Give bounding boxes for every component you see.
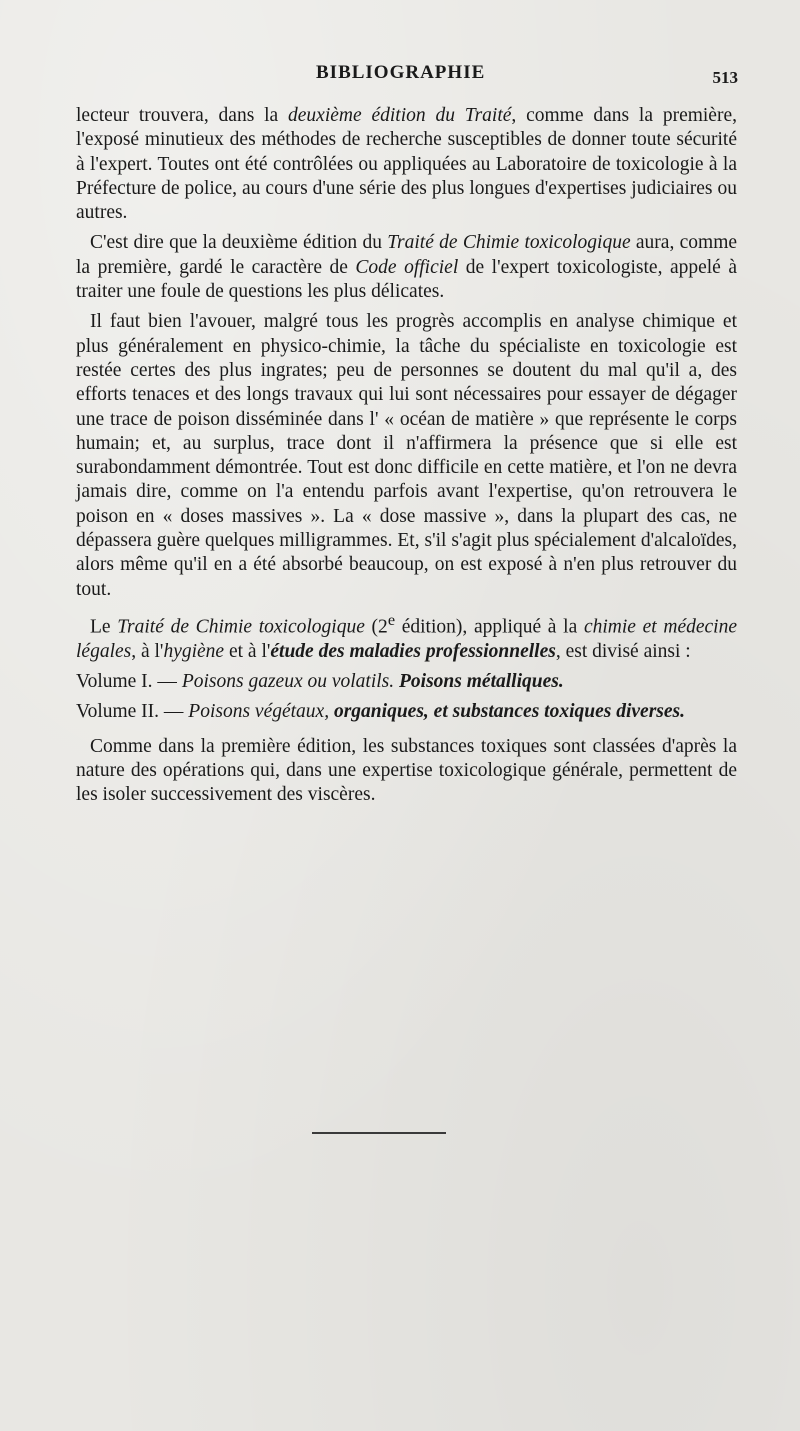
page-number: 513: [712, 68, 738, 87]
text-run: , comme dans la première, l'exposé minutieux des méthodes de recherche susceptibles de donner toute sécurité à l'expert. Toutes ont été contrôlées ou appliquées au Laboratoire de toxicologie à la Préfecture de police, au cours d'une série des plus longues d'expertises judiciaires ou autres.: [76, 105, 737, 224]
volume-2-entry: [76, 700, 737, 724]
text-run: Il faut bien l'avouer, malgré tous les progrès accomplis en analyse chimique et plus généralement en physico-chimie, la tâche du spécialiste en toxicologie est restée certes des plus ingrates; peu de personnes se doutent du mal qu'il a, des efforts tenaces et des longs travaux qui lui sont nécessaires pour essayer de dégager une trace de poison disséminée dans l' « océan de matière » que représente le corps humain; et, au surplus, trace dont il n'affirmera la présence que si elle est surabondamment démontrée. Tout est donc difficile en cette matière, et l'on ne devra jamais dire, comme on l'a entendu parfois avant l'expertise, qu'on retrouvera le poison en « doses massives ». La « dose massive », dans la plupart des cas, ne dépassera guère quelques milligrammes. Et, s'il s'agit plus spécialement d'alcaloïdes, alors même qu'il en a été absorbé beaucoup, on est exposé à n'en plus retrouver du tout.: [76, 311, 737, 600]
paragraph-1: [76, 104, 737, 225]
text-run-italic: Traité de Chimie toxicologique: [117, 616, 365, 638]
text-run: et à l': [224, 640, 271, 662]
text-run: de l'expert toxicologiste, appelé à traiter une foule de questions les plus délicates.: [76, 256, 738, 303]
paragraph-2: [76, 231, 737, 304]
text-run-italic: Poisons végétaux,: [188, 701, 334, 723]
paragraph-4: [76, 608, 737, 664]
text-run-italic: Code officiel: [355, 256, 459, 278]
text-run: lecteur trouvera, dans la: [76, 105, 289, 126]
paragraph-5: [76, 735, 737, 808]
text-run-italic: hygiène: [163, 640, 225, 662]
text-run: Comme dans la première édition, les substances toxiques sont classées d'après la nature des opérations qui, dans une expertise toxicologique générale, permettent de les isoler successivement des viscères.: [76, 735, 737, 806]
text-run-italic: chimie et médecine légales: [76, 616, 738, 662]
volume-1-entry: [76, 670, 737, 694]
text-run-bold-italic: organiques, et substances toxiques diverses.: [333, 701, 685, 723]
paragraph-3: [76, 310, 737, 602]
running-title: BIBLIOGRAPHIE: [316, 62, 486, 83]
running-head: [76, 62, 738, 88]
text-run: , à l': [131, 640, 164, 662]
text-run-bold-italic: étude des maladies professionnelles: [270, 640, 556, 662]
text-run-italic: Poisons gazeux ou volatils.: [181, 671, 400, 693]
text-run: C'est dire que la deuxième édition du: [90, 232, 388, 254]
superscript: e: [387, 610, 396, 629]
text-run: aura, comme la première, gardé le caractère de: [76, 232, 738, 278]
text-run-italic: deuxième édition du Traité: [288, 105, 512, 126]
end-rule: [312, 1132, 446, 1134]
body-text: [76, 104, 737, 814]
text-run-italic: Traité de Chimie toxicologique: [387, 232, 631, 254]
text-run: Le: [90, 616, 118, 638]
volume-label: Volume II. —: [76, 701, 189, 723]
text-run: , est divisé ainsi :: [555, 640, 691, 662]
text-run: édition), appliqué à la: [395, 616, 584, 638]
text-run: (2: [364, 616, 388, 638]
volume-label: Volume I. —: [76, 671, 182, 693]
text-run-bold-italic: Poisons métalliques.: [399, 671, 564, 693]
